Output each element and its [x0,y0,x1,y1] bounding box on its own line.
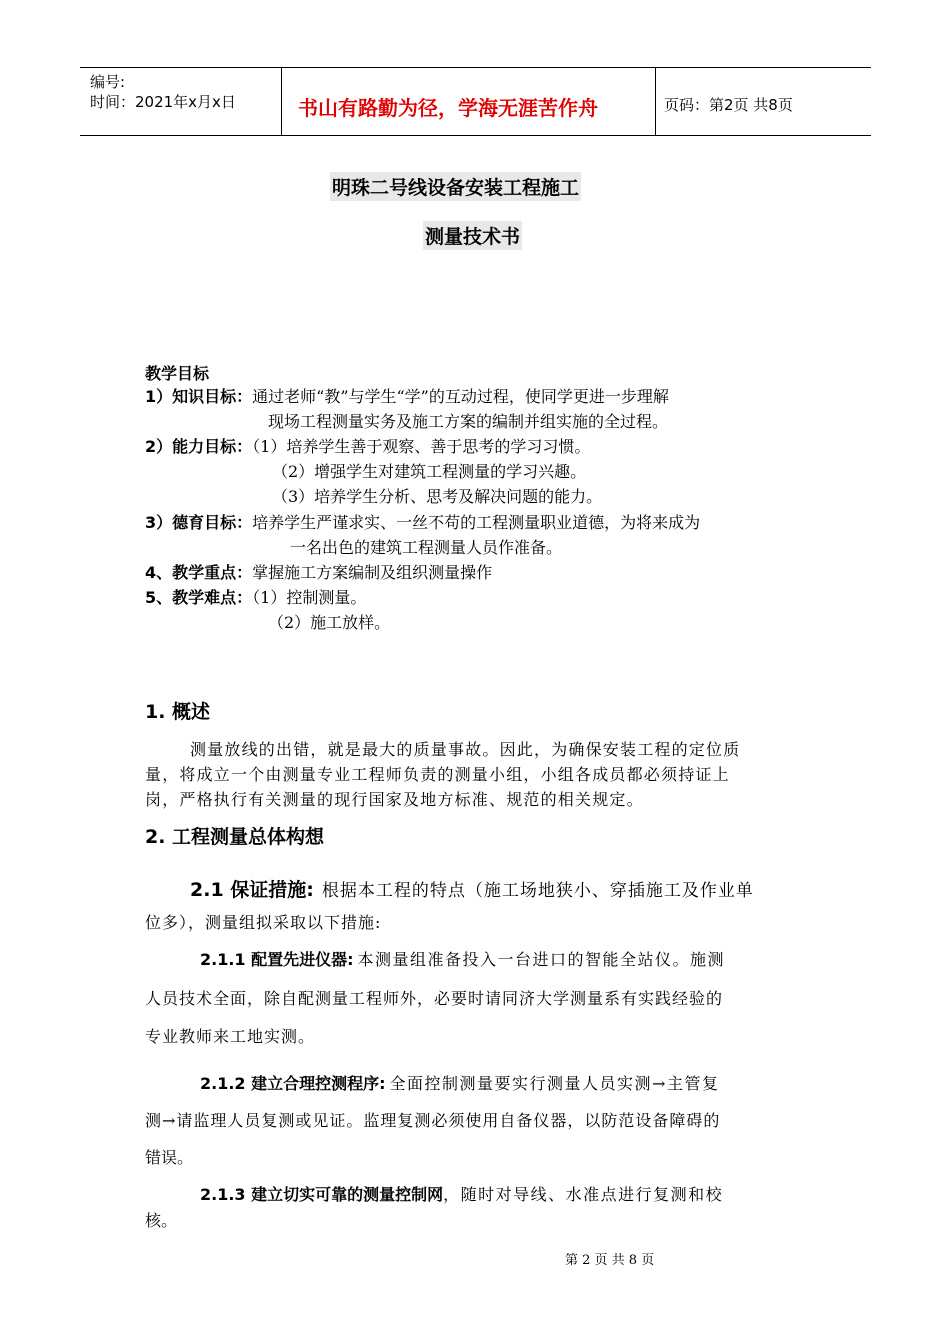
difficulty-item-1: （1）控制测量。 [252,588,367,607]
s213-line2: 核。 [145,1211,178,1230]
s211-heading: 2.1.1 配置先进仪器: [200,950,354,969]
footer-page-number: 第 2 页 共 8 页 [565,1253,655,1268]
ability-item-1: （1）培养学生善于观察、善于思考的学习习惯。 [252,437,591,456]
header-divider-left [281,67,282,136]
focus-label: 4、教学重点： [145,563,253,582]
header-page-label: 页码：第2页 共8页 [664,96,793,114]
knowledge-text: 通过老师“教”与学生“学”的互动过程，使同学更进一步理解 [252,387,669,406]
s211-line2: 人员技术全面，除自配测量工程师外，必要时请同济大学测量系有实践经验的 [145,989,724,1008]
s212-text: 全面控制测量要实行测量人员实测→主管复 [389,1074,720,1093]
ability-objective [145,434,590,460]
section1-line3: 岗，严格执行有关测量的现行国家及地方标准、规范的相关规定。 [145,790,644,809]
header-number-label: 编号: [90,73,126,91]
s212-line2: 测→请监理人员复测或见证。监理复测必须使用自备仪器，以防范设备障碍的 [145,1111,721,1130]
moral-label: 3）德育目标： [145,513,253,532]
difficulty-item-2: （2）施工放样。 [268,613,391,632]
s21-line2: 位多），测量组拟采取以下措施: [145,913,382,932]
knowledge-objective [145,384,669,410]
s213-heading: 2.1.3 建立切实可靠的测量控制网 [200,1185,444,1204]
ability-item-2: （2）增强学生对建筑工程测量的学习兴趣。 [272,462,587,481]
section1-line1: 测量放线的出错，就是最大的质量事故。因此，为确保安装工程的定位质 [190,740,741,759]
focus-text: 掌握施工方案编制及组织测量操作 [252,563,493,582]
s21-line1 [190,875,754,902]
s211-line1 [200,947,725,970]
s213-line1 [200,1182,723,1205]
ability-label: 2）能力目标： [145,437,253,456]
teaching-focus [145,560,492,586]
ability-item-3: （3）培养学生分析、思考及解决问题的能力。 [272,487,603,506]
header-divider-right [655,67,656,136]
s212-heading: 2.1.2 建立合理控测程序: [200,1074,386,1093]
s211-line3: 专业教师来工地实测。 [145,1027,316,1046]
section1-heading: 1. 概述 [145,701,211,723]
teaching-difficulty [145,585,366,611]
s21-heading: 2.1 保证措施: [190,879,314,901]
header-motto: 书山有路勤为径，学海无涯苦作舟 [298,96,598,120]
section1-line2: 量，将成立一个由测量专业工程师负责的测量小组，小组各成员都必须持证上 [145,765,730,784]
difficulty-label: 5、教学难点： [145,588,253,607]
s213-text: ，随时对导线、水准点进行复测和校 [443,1185,724,1204]
document-title-line1: 明珠二号线设备安装工程施工 [330,172,581,201]
moral-text: 培养学生严谨求实、一丝不苟的工程测量职业道德，为将来成为 [252,513,701,532]
header-top-rule [80,67,871,68]
knowledge-label: 1）知识目标： [145,387,253,406]
section2-heading: 2. 工程测量总体构想 [145,826,325,848]
s211-text: 本测量组准备投入一台进口的智能全站仪。施测 [357,950,726,969]
header-bottom-rule [80,135,871,136]
moral-objective [145,510,700,536]
header-date-label: 时间：2021年x月x日 [90,93,236,111]
s21-text: 根据本工程的特点（施工场地狭小、穿插施工及作业单 [321,881,754,901]
s212-line3: 错误。 [145,1148,194,1167]
document-title-line2: 测量技术书 [423,221,522,250]
objectives-heading: 教学目标 [145,364,210,383]
moral-text-cont: 一名出色的建筑工程测量人员作准备。 [290,538,563,557]
s212-line1 [200,1071,719,1094]
knowledge-text-cont: 现场工程测量实务及施工方案的编制并组实施的全过程。 [268,412,669,431]
